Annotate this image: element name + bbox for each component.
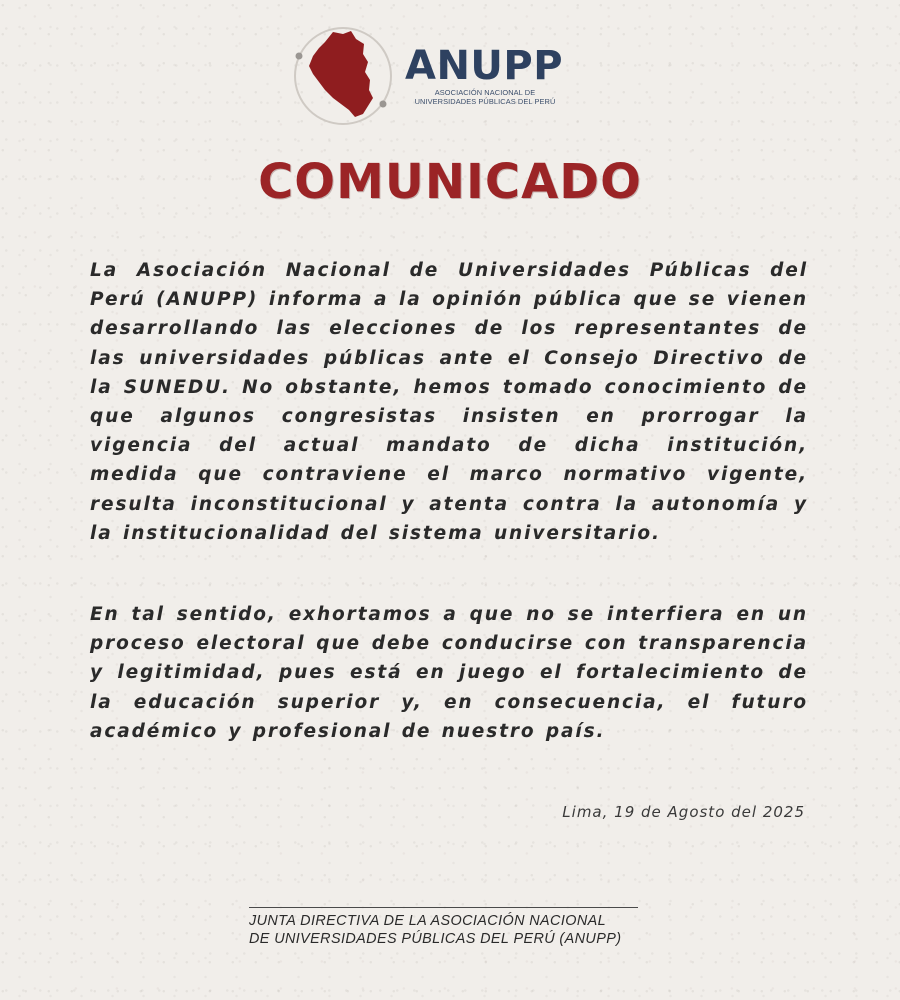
signature-line1: JUNTA DIRECTIVA DE LA ASOCIACIÓN NACIONAL	[249, 913, 607, 929]
peru-map-icon	[293, 24, 397, 128]
logo-subtitle-line1: ASOCIACIÓN NACIONAL DE	[434, 88, 536, 97]
anupp-logo	[293, 24, 583, 128]
paragraph-1: La Asociación Nacional de Universidades Públicas del Perú (ANUPP) informa a la opinión pública que se vienen desarrollando las elecciones de los representantes de las universidades públicas ante el Consejo Directivo de la SUNEDU. No obstante, hemos tomado conocimiento de que algunos congresistas insisten en prorrogar la vigencia del actual mandato de dicha institución, medida que contraviene el marco normativo vigente, resulta inconstitucional y atenta contra la autonomía y la institucionalidad del sistema universitario.	[90, 260, 808, 544]
signature-line2: DE UNIVERSIDADES PÚBLICAS DEL PERÚ (ANUPP)	[249, 930, 622, 947]
logo-text	[405, 44, 575, 106]
date-line: Lima, 19 de Agosto del 2025	[562, 803, 805, 821]
signature-block	[249, 913, 669, 948]
paragraph-2: En tal sentido, exhortamos a que no se interfiera en un proceso electoral que debe conducirse con transparencia y legitimidad, pues está en juego el fortalecimiento de la educación superior y, en consecuencia, el futuro académico y profesional de nuestro país.	[90, 604, 808, 742]
peru-map-shape	[309, 31, 373, 117]
logo-name: ANUPP	[405, 43, 564, 89]
page-title: COMUNICADO	[258, 154, 642, 210]
logo-subtitle-line2: UNIVERSIDADES PÚBLICAS DEL PERÚ	[414, 97, 556, 106]
signature-divider	[249, 907, 638, 908]
